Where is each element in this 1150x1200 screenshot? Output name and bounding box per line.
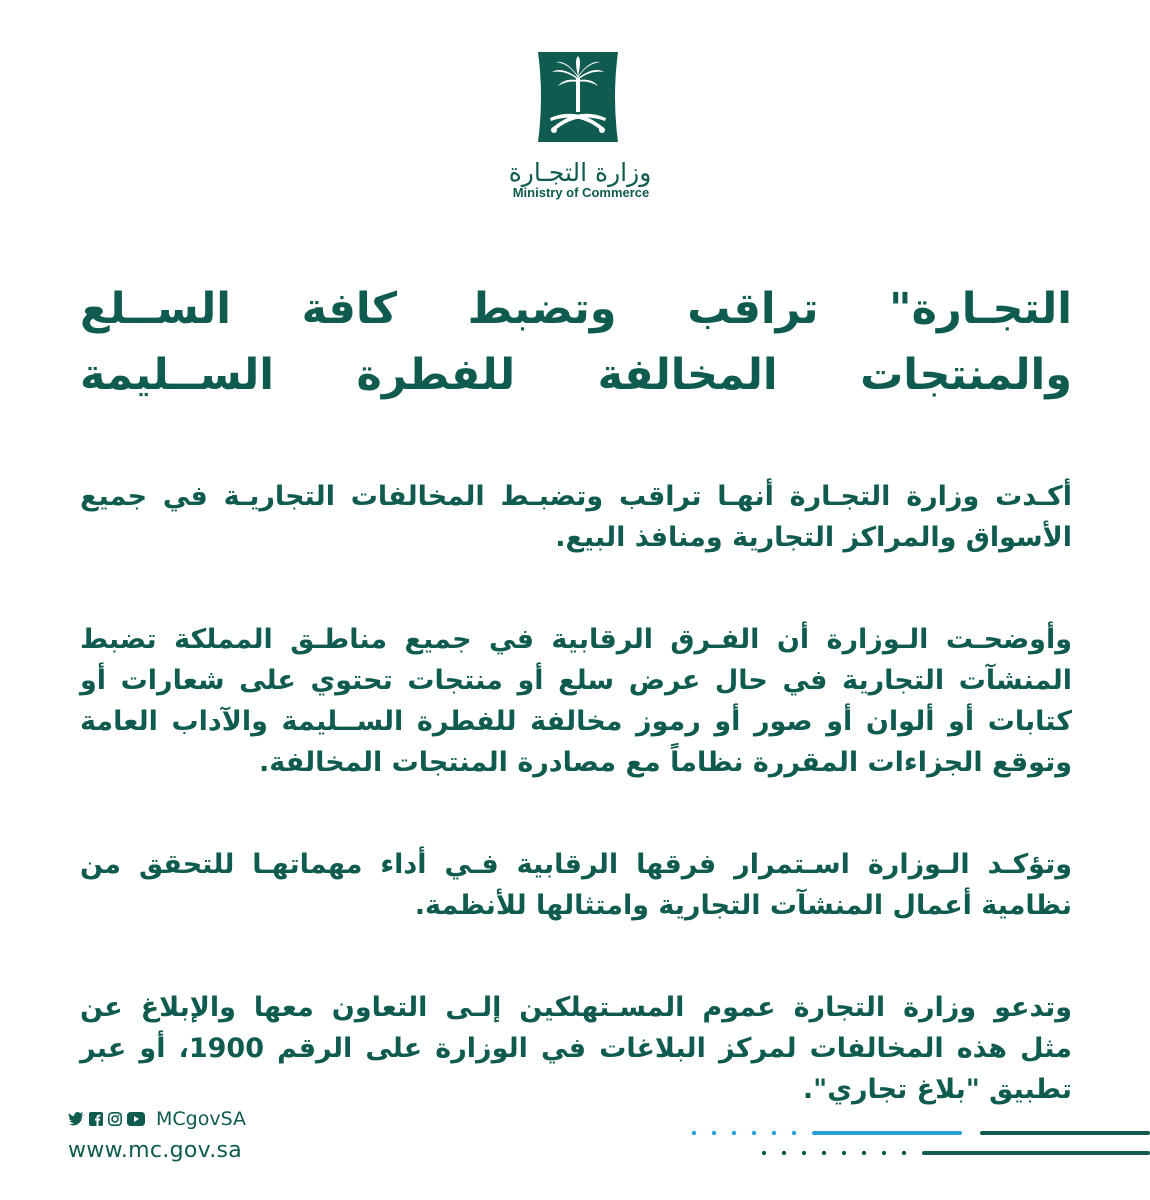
paragraph xyxy=(80,987,1072,1110)
text-line: تطبيق "بلاغ تجاري". xyxy=(802,1074,1072,1105)
text-line: نظامية أعمال المنشآت التجارية وامتثالها للأنظمة. xyxy=(414,890,1072,921)
logo-name-english: Ministry of Commerce xyxy=(512,185,650,200)
text-line: المنشآت التجارية في حال عرض سلع أو منتجات تحتوي على شعارات أو xyxy=(80,665,1072,696)
text-line: وأوضحـت الـوزارة أن الفـرق الرقابية في جميع مناطـق المملكة تضبط xyxy=(80,624,1072,655)
paragraph xyxy=(80,476,1072,558)
decorative-lines xyxy=(690,1125,1150,1165)
paragraph xyxy=(80,844,1072,926)
facebook-icon[interactable] xyxy=(89,1112,103,1126)
saudi-emblem-icon xyxy=(532,48,624,146)
social-handle[interactable]: MCgovSA xyxy=(156,1108,246,1130)
text-line: أكـدت وزارة التجـارة أنهـا تراقب وتضبـط المخالفات التجاريـة في جميع xyxy=(80,481,1072,512)
text-line: الأسواق والمراكز التجارية ومنافذ البيع. xyxy=(555,522,1072,553)
footer xyxy=(68,1108,246,1163)
text-line: وتوقع الجزاءات المقررة نظاماً مع مصادرة المنتجات المخالفة. xyxy=(258,747,1072,778)
instagram-icon[interactable] xyxy=(108,1112,122,1126)
title-line: والمنتجات المخالفة للفطرة الســليمة xyxy=(80,350,1072,400)
ministry-logo xyxy=(0,48,1150,200)
text-line: وتؤكـد الـوزارة اسـتمرار فرقها الرقابية فـي أداء مهماتهـا للتحقق من xyxy=(80,849,1072,880)
social-links xyxy=(68,1108,246,1130)
text-line: كتابات أو ألوان أو صور أو رموز مخالفة للفطرة الســليمة والآداب العامة xyxy=(80,706,1072,737)
twitter-icon[interactable] xyxy=(68,1112,84,1126)
text-line: مثل هذه المخالفات لمركز البلاغات في الوزارة على الرقم 1900، أو عبر xyxy=(80,1033,1072,1064)
website-link[interactable]: www.mc.gov.sa xyxy=(68,1138,243,1163)
youtube-icon[interactable] xyxy=(127,1112,145,1126)
page-title xyxy=(80,276,1072,408)
article-body xyxy=(80,476,1072,1171)
paragraph xyxy=(80,619,1072,783)
title-line: التجـارة" تراقب وتضبط كافة الســلع xyxy=(80,284,1072,334)
text-line: وتدعو وزارة التجارة عموم المسـتهلكين إلـى التعاون معها والإبلاغ عن xyxy=(80,992,1072,1023)
logo-name-arabic: وزارة التجـارة xyxy=(508,158,652,187)
